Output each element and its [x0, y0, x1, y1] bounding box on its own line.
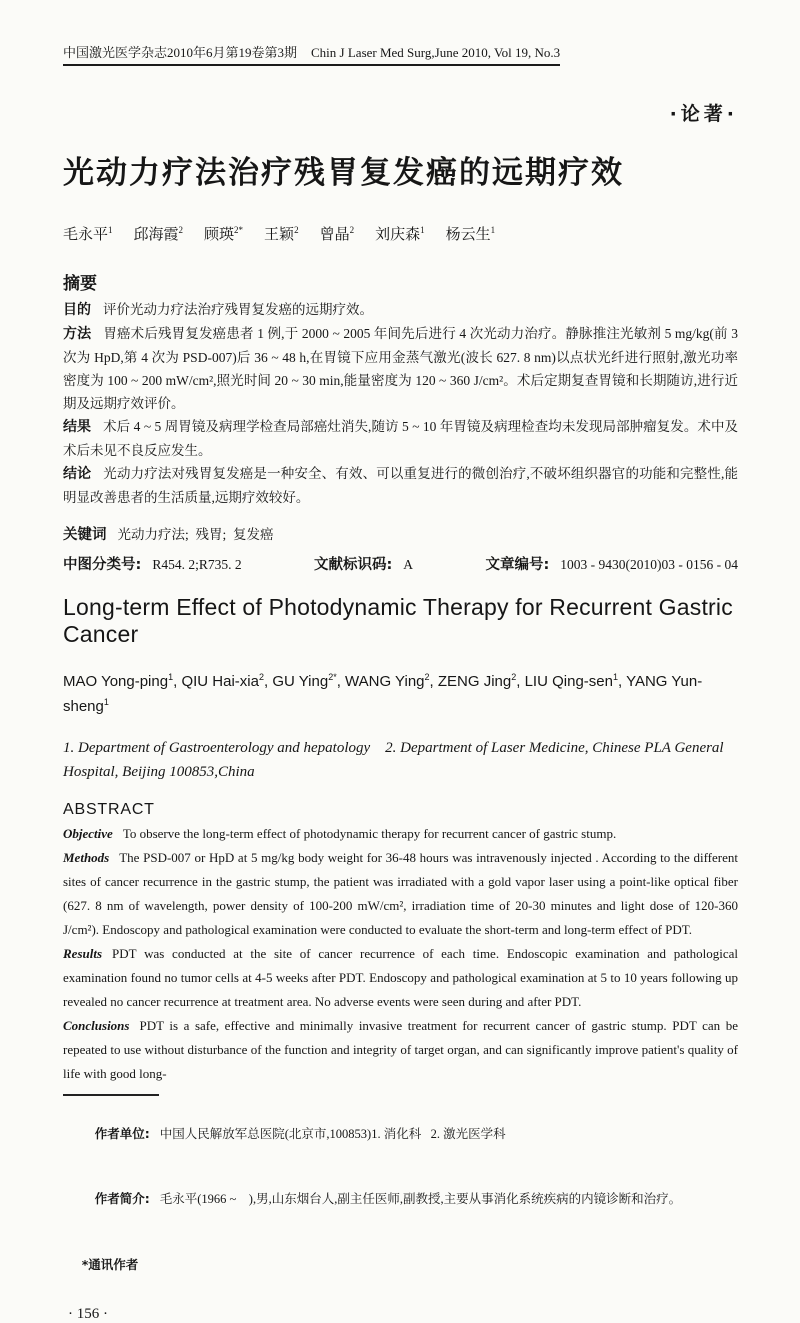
- footnote-biography-text: 毛永平(1966 ~ ),男,山东烟台人,副主任医师,副教授,主要从事消化系统疾病的内镜诊断和治疗。: [159, 1192, 682, 1206]
- author-superscript: 1: [420, 225, 425, 235]
- abstract-cn-methods-text: 胃癌术后残胃复发癌患者 1 例,于 2000 ~ 2005 年间先后进行 4 次光动力治疗。静脉推注光敏剂 5 mg/kg(前 3 次为 HpD,第 4 次为 PSD-007)后 36 ~ 48 h,在胃镜下应用金蒸气激光(波长 627. 8 nm)以点状光纤进行照射,激光功率密度为 100 ~ 200 mW/cm²,照光时间 20 ~ 30 min,能量密度为 120 ~ 360 J/cm²。术后定期复查胃镜和长期随访,进行近期及远期疗效评价。: [63, 326, 738, 411]
- author: [438, 673, 516, 690]
- author: [446, 227, 496, 243]
- clc-number-value: R454. 2;R735. 2: [152, 557, 242, 572]
- author-name: ZENG Jing: [437, 673, 512, 690]
- abstract-heading-en: ABSTRACT: [63, 801, 155, 818]
- author-name: 曾晶: [319, 227, 350, 243]
- footnote-divider: [63, 1094, 159, 1096]
- abstract-en-methods-label: Methods: [63, 850, 110, 865]
- abstract-cn-conclusions-label: 结论: [63, 466, 92, 482]
- abstract-heading-cn: 摘要: [63, 274, 97, 294]
- author-superscript: 2: [258, 672, 264, 682]
- journal-title-en: Chin J Laser Med Surg,June 2010, Vol 19, No.3: [311, 45, 561, 60]
- keywords-text: 光动力疗法; 残胃; 复发癌: [117, 527, 274, 542]
- author-superscript: 2*: [328, 672, 337, 682]
- author: [204, 227, 243, 243]
- document-code: [314, 553, 413, 574]
- clc-number: [63, 553, 242, 574]
- author-name: 毛永平: [63, 227, 109, 243]
- abstract-en-conclusions-text: PDT is a safe, effective and minimally invasive treatment for recurrent cancer of gastric stump. PDT can be repeated to use without disturbance of the function and integrity of target organ, and can significantly improve patient's quality of life with good long-: [63, 1018, 738, 1081]
- author: [345, 673, 429, 690]
- footnote-biography-label: 作者简介:: [94, 1191, 150, 1206]
- abstract-cn-objective-label: 目的: [63, 302, 91, 318]
- footnotes: [63, 1101, 738, 1298]
- author-name: 刘庆森: [375, 227, 421, 243]
- author: [63, 227, 113, 243]
- abstract-cn-methods: [63, 322, 738, 415]
- footnote-biography: [63, 1167, 738, 1233]
- keywords-label: 关键词: [63, 527, 107, 543]
- clc-number-label: 中图分类号:: [63, 557, 142, 573]
- abstract-cn-conclusions: [63, 462, 738, 509]
- abstract-cn-conclusions-text: 光动力疗法对残胃复发癌是一种安全、有效、可以重复进行的微创治疗,不破坏组织器官的功能和完整性,能明显改善患者的生活质量,远期疗效较好。: [63, 466, 738, 505]
- abstract-en-results: [63, 942, 738, 1014]
- abstract-en-results-text: PDT was conducted at the site of cancer recurrence of each time. Endoscopic examination and pathological examination found no tumor cells at 4-5 weeks after PDT. Endoscopy and pathological examination at 5 to 10 years following up revealed no cancer recurrence at treatment area. No adverse events were seen during and after PDT.: [63, 946, 738, 1009]
- abstract-cn-results-label: 结果: [63, 419, 92, 435]
- author-name: MAO Yong-ping: [63, 673, 169, 690]
- author-name: 王颖: [264, 227, 295, 243]
- author-name: LIU Qing-sen: [524, 673, 613, 690]
- author-superscript: 2: [424, 672, 430, 682]
- author: [134, 227, 184, 243]
- document-code-label: 文献标识码:: [313, 557, 393, 573]
- footnote-affiliation-text: 中国人民解放军总医院(北京市,100853)1. 消化科 2. 激光医学科: [159, 1126, 506, 1141]
- document-code-value: A: [403, 557, 414, 572]
- abstract-en: [63, 822, 738, 1086]
- author: [375, 227, 425, 243]
- article-id: [485, 553, 738, 574]
- author: [272, 673, 336, 690]
- abstract-cn-objective-text: 评价光动力疗法治疗残胃复发癌的远期疗效。: [103, 302, 373, 317]
- affiliations: 1. Department of Gastroenterology and hepatology 2. Department of Laser Medicine, Chinese PLA General Hospital, Beijing 100853,China: [63, 740, 728, 780]
- author: [63, 673, 173, 690]
- journal-header-rule: [63, 42, 560, 66]
- journal-title-cn: 中国激光医学杂志2010年6月第19卷第3期: [63, 45, 298, 60]
- author-superscript: 1: [168, 672, 174, 682]
- author-name: QIU Hai-xia: [181, 673, 259, 690]
- author-superscript: 2: [511, 672, 517, 682]
- author-name: 顾瑛: [204, 227, 235, 243]
- keywords-line: [63, 523, 738, 544]
- abstract-en-conclusions-label: Conclusions: [63, 1018, 130, 1033]
- footnote-corresponding-author: [63, 1232, 738, 1298]
- author-superscript: 2: [349, 225, 355, 235]
- footnote-corresponding-author-label: *通讯作者: [81, 1256, 139, 1272]
- journal-header: [63, 42, 738, 66]
- author-superscript: 1: [103, 697, 109, 707]
- article-id-value: 1003 - 9430(2010)03 - 0156 - 04: [560, 557, 738, 572]
- author-superscript: 2*: [234, 225, 244, 235]
- author-superscript: 2: [178, 225, 184, 235]
- author-superscript: 1: [490, 225, 496, 235]
- author-name: YANG Yun-sheng: [63, 673, 703, 715]
- author: [264, 227, 299, 243]
- authors-en: MAO Yong-ping$^1$, QIU Hai-xia$^2$, GU Ying$^{2*}$, WANG Ying$^2$, ZENG Jing$^2$, LIU Qing-sen$^1$, YANG Yun-sheng$^1$: [63, 672, 703, 715]
- footnote-affiliation-cn: [63, 1101, 738, 1167]
- abstract-cn-results-text: 术后 4 ~ 5 周胃镜及病理学检查局部癌灶消失,随访 5 ~ 10 年胃镜及病理检查均未发现局部肿瘤复发。术中及术后未见不良反应发生。: [63, 419, 738, 458]
- article-title-en: Long-term Effect of Photodynamic Therapy for Recurrent Gastric Cancer: [63, 594, 733, 647]
- author-superscript: 1: [108, 225, 113, 235]
- author-name: WANG Ying: [345, 673, 425, 690]
- article-type-badge: ·论著·: [669, 103, 738, 125]
- abstract-cn: [63, 298, 738, 509]
- page-number: · 156 ·: [68, 1305, 108, 1322]
- author-name: 杨云生: [445, 227, 491, 243]
- author-name: 邱海霞: [133, 227, 179, 243]
- abstract-cn-results: [63, 415, 738, 462]
- footnote-affiliation-label: 作者单位:: [94, 1125, 150, 1141]
- abstract-en-objective-label: Objective: [63, 826, 113, 841]
- abstract-cn-objective: [63, 298, 738, 322]
- abstract-cn-methods-label: 方法: [63, 326, 92, 342]
- author-name: GU Ying: [272, 673, 329, 690]
- abstract-en-results-label: Results: [63, 946, 103, 961]
- abstract-en-conclusions: [63, 1014, 738, 1086]
- author-superscript: 1: [612, 672, 618, 682]
- author: [181, 673, 264, 690]
- abstract-en-objective-text: To observe the long-term effect of photodynamic therapy for recurrent cancer of gastric stump.: [122, 826, 617, 841]
- authors-cn: [63, 223, 738, 244]
- author-superscript: 2: [294, 225, 299, 235]
- abstract-en-methods: [63, 846, 738, 942]
- classification-line: [63, 553, 738, 574]
- abstract-en-objective: [63, 822, 738, 846]
- abstract-en-methods-text: The PSD-007 or HpD at 5 mg/kg body weight for 36-48 hours was intravenously injected . According to the different sites of cancer recurrence in the gastric stump, the patient was irradiated with a gold vapor laser using a point-like optical fiber (627. 8 nm of wavelength, power density of 100-200 mW/cm², irradiation time of 20-30 minutes and light dose of 120-360 J/cm²). Endoscopy and pathological examination were conducted to evaluate the short-term and long-term effect of PDT.: [63, 850, 738, 937]
- article-title-cn: 光动力疗法治疗残胃复发癌的远期疗效: [63, 155, 624, 191]
- author: [525, 673, 618, 690]
- author: [320, 227, 355, 243]
- article-id-label: 文章编号:: [485, 557, 550, 573]
